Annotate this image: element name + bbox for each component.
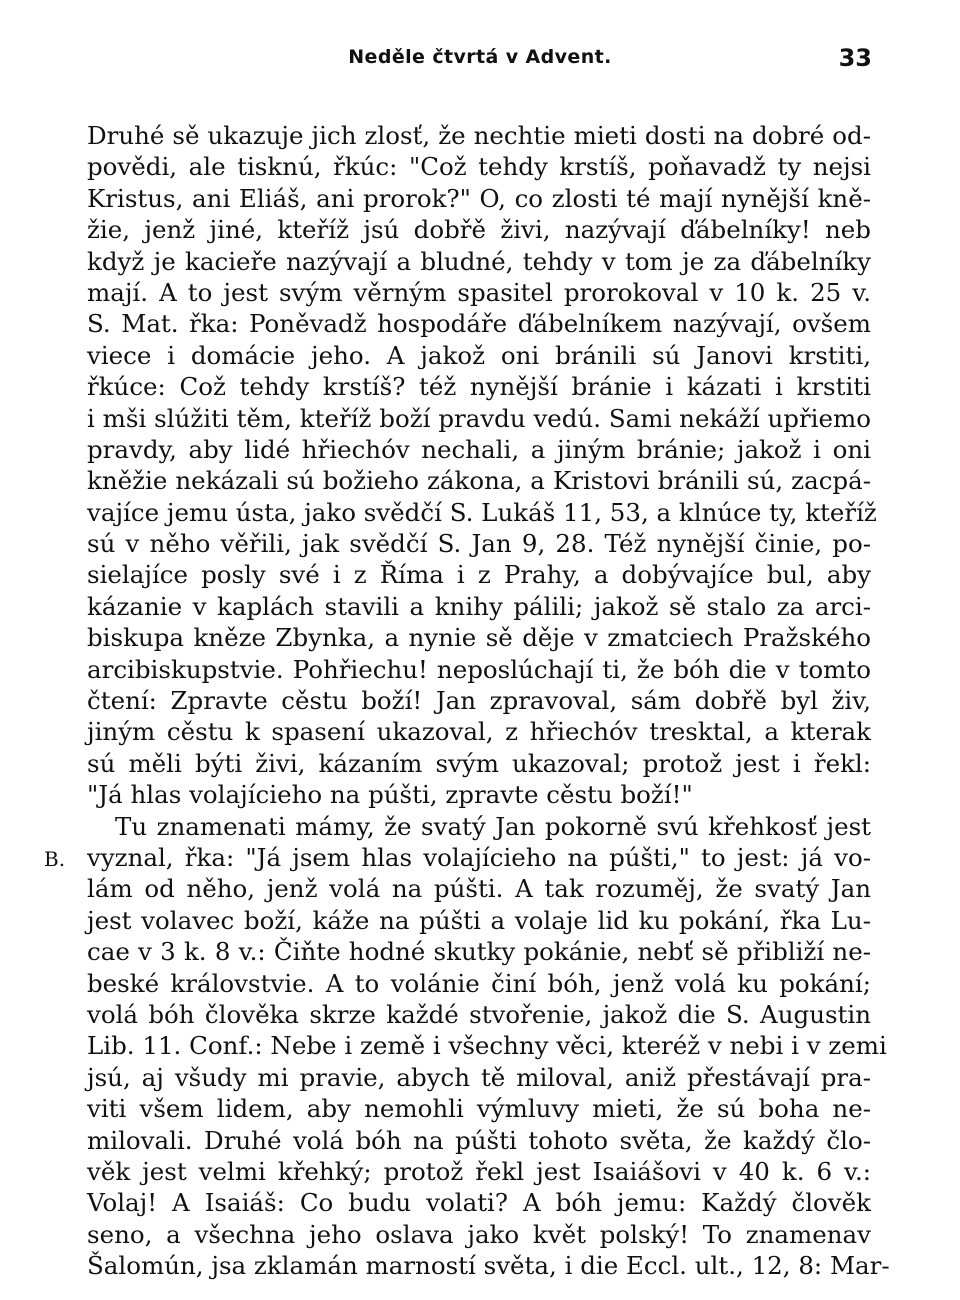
text-line: sielajíce posly své i z Říma i z Prahy, a dobývajíce bul, aby (87, 560, 871, 590)
text-line: mají. A to jest svým věrným spasitel prorokoval v 10 k. 25 v. (87, 277, 871, 307)
text-line: jest volavec boží, káže na púšti a volaje lid ku pokání, řka Lu- (87, 905, 871, 935)
text-line: beské královstvie. A to volánie činí bóh, jenž volá ku pokání; (87, 968, 871, 998)
text-line: jiným cěstu k spasení ukazoval, z hřiechóv tresktal, a kterak (87, 717, 871, 747)
text-line: Kristus, ani Eliáš, ani prorok?" O, co zlosti té mají nynější kně- (87, 183, 871, 213)
paragraph-end-line: "Já hlas volajícieho na púšti, zpravte cěstu boží!" (87, 780, 693, 810)
text-line: viti všem lidem, aby nemohli výmluvy mieti, že sú boha ne- (87, 1094, 871, 1124)
text-line: lám od něho, jenž volá na púšti. A tak rozuměj, že svatý Jan (87, 874, 871, 904)
text-line: Volaj! A Isaiáš: Co budu volati? A bóh jemu: Každý člověk (87, 1188, 871, 1218)
text-line: arcibiskupstvie. Pohřiechu! neposlúchají ti, že bóh die v tomto (87, 654, 871, 684)
page-header (0, 42, 960, 82)
text-line: Druhé sě ukazuje jich zlosť, že nechtie mieti dosti na dobré od- (87, 121, 871, 150)
body-text (87, 120, 890, 1281)
text-line: pravdy, aby lidé hřiechóv nechali, a jiným bránie; jakož i oni (87, 434, 871, 464)
text-line: viece i domácie jeho. A jakož oni bránili sú Janovi krstiti, (87, 340, 871, 370)
text-line: jsú, aj všudy mi pravie, abych tě miloval, aniž přestávají pra- (87, 1062, 871, 1092)
text-line: volá bóh člověka skrze každé stvořenie, jakož die S. Augustin (87, 999, 871, 1029)
margin-note: B. (44, 847, 66, 871)
text-line: sú v něho věřili, jak svědčí S. Jan 9, 28. Též nynější činie, po- (87, 529, 871, 559)
page-number: 33 (838, 44, 872, 72)
text-line: vajíce jemu ústa, jako svědčí S. Lukáš 11, 53, a klnúce ty, kteříž (87, 497, 877, 527)
text-line: vyznal, řka: "Já jsem hlas volajícieho na púšti," to jest: já vo- (87, 842, 871, 872)
text-line: kázanie v kaplách stavili a knihy pálili; jakož sě stalo za arci- (87, 591, 871, 621)
text-line: Šalomún, jsa zklamán marností světa, i die Eccl. ult., 12, 8: Mar- (87, 1251, 890, 1281)
text-line: čtení: Zpravte cěstu boží! Jan zpravoval, sám dobřě byl živ, (87, 686, 871, 716)
text-line: sú měli býti živi, kázaním svým ukazoval; protož jest i řekl: (87, 748, 871, 778)
running-title: Neděle čtvrtá v Advent. (348, 46, 612, 68)
text-line: věk jest velmi křehký; protož řekl jest Isaiášovi v 40 k. 6 v.: (87, 1156, 871, 1186)
text-line: když je kacieře nazývají a bludné, tehdy v tom je za ďábelníky (87, 246, 871, 276)
text-line: cae v 3 k. 8 v.: Čiňte hodné skutky pokánie, nebť sě přibliží ne- (87, 937, 871, 967)
text-line: žie, jenž jiné, kteříž jsú dobřě živi, nazývají ďábelníky! neb (87, 215, 871, 245)
text-line: i mši slúžiti těm, kteříž boží pravdu vedú. Sami nekáží upřiemo (87, 403, 871, 433)
text-line: Lib. 11. Conf.: Nebe i země i všechny věci, kteréž v nebi i v zemi (87, 1031, 887, 1061)
text-line: milovali. Druhé volá bóh na púšti tohoto světa, že každý člo- (87, 1125, 871, 1155)
text-line: řkúce: Což tehdy krstíš? též nynější bránie i kázati i krstiti (87, 372, 871, 402)
text-line: seno, a všechna jeho oslava jako květ polský! To znamenav (87, 1219, 871, 1249)
paragraph-start-line: Tu znamenati mámy, že svatý Jan pokorně svú křehkosť jest (115, 811, 871, 841)
text-line: S. Mat. řka: Poněvadž hospodáře ďábelníkem nazývají, ovšem (87, 309, 871, 339)
text-line: biskupa kněze Zbynka, a nynie sě děje v zmatciech Pražského (87, 623, 871, 653)
text-line: kněžie nekázali sú božieho zákona, a Kristovi bránili sú, zacpá- (87, 466, 871, 496)
text-line: povědi, ale tisknú, řkúc: "Což tehdy krstíš, poňavadž ty nejsi (87, 152, 871, 182)
